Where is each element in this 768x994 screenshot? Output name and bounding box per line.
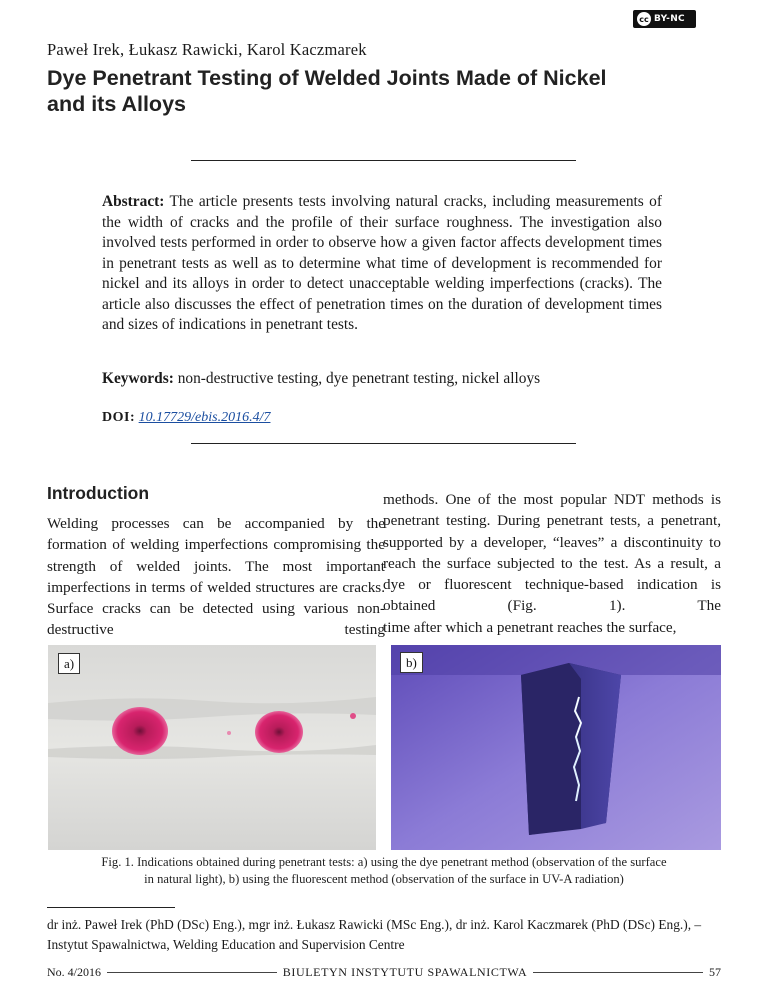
page-footer [47,963,721,981]
ndt-abbrev: NDT [613,491,646,508]
journal-name: BIULETYN INSTYTUTU SPAWALNICTWA [282,964,528,979]
footer-rule-left [107,972,277,973]
keywords [102,370,662,388]
dye-indication-1 [112,707,168,755]
abstract-text: The article presents tests involving natural cracks, including measurements of the width of cracks and the profile of their surface roughness. The investigation also involved tests performed in order to observe how a given factor affects development times in penetrant tests as well as to determine what time of development is recommended for nickel and its alloys in order to detect unacceptable welding imperfections (cracks). The article also discusses the effect of penetration times on the duration of development times and sizes of indications in penetrant tests. [102,193,662,333]
page-number: 57 [709,964,722,979]
figure-b-label: b) [400,652,423,673]
figure-b-fluorescent-photo [391,645,721,850]
footer-rule-right [533,972,703,973]
doi-label: DOI: [102,410,136,425]
intro-paragraph-left: Welding processes can be accompanied by the formation of welding imperfections compromising the strength of welded joints. The most important imperfections in terms of welded structures are cracks. Surface cracks can be detected using various non-destructive testing [47,515,385,639]
author-footnote: dr inż. Paweł Irek (PhD (DSc) Eng.), mgr inż. Łukasz Rawicki (MSc Eng.), dr inż. Karol Kaczmarek (PhD (DSc) Eng.), – Instytut Spawalnictwa, Welding Education and Supervision Centre [47,917,702,952]
divider-bottom [191,443,576,444]
keywords-text: non-destructive testing, dye penetrant testing, nickel alloys [177,370,541,387]
figure-caption [48,854,720,888]
divider-top [191,160,576,161]
article-title [47,65,707,117]
doi-link[interactable]: 10.17729/ebis.2016.4/7 [138,410,271,425]
intro-right-last-line: time after which a penetrant reaches the surface, [383,618,677,636]
figure-a-label: a) [58,653,80,674]
license-badge [633,10,696,28]
abstract-label: Abstract: [102,193,165,210]
intro-right-post: methods is penetrant testing. During penetrant tests, a penetrant, supported by a developer, “leaves” a discontinuity to reach the surface subjected to the test. As a result, a dye or fluorescent technique-based indication is obtained (Fig. 1). The [383,491,721,615]
title-line-2: and its Alloys [47,92,186,116]
fluorescent-image [391,645,721,850]
dye-indication-2 [255,711,303,753]
intro-right-body [383,489,721,617]
license-label: BY-NC [654,14,685,24]
keywords-label: Keywords: [102,370,174,387]
figure-a-dye-penetrant-photo [48,645,376,850]
creative-commons-icon: cc [637,12,651,26]
section-heading-introduction: Introduction [47,483,150,503]
authors: Paweł Irek, Łukasz Rawicki, Karol Kaczmarek [47,40,367,59]
intro-right-pre: methods. One of the most popular [383,491,614,508]
doi [102,410,270,426]
caption-line-1: Fig. 1. Indications obtained during penetrant tests: a) using the dye penetrant method (observation of the surface [101,855,667,869]
footnote-divider [47,907,175,908]
caption-line-2: in natural light), b) using the fluorescent method (observation of the surface in UV-A radiation) [144,872,624,886]
abstract [102,192,662,336]
intro-paragraph-right [383,489,721,638]
title-line-1: Dye Penetrant Testing of Welded Joints Made of Nickel [47,66,607,90]
issue-number: No. 4/2016 [47,964,101,979]
dye-penetrant-image [48,645,376,850]
